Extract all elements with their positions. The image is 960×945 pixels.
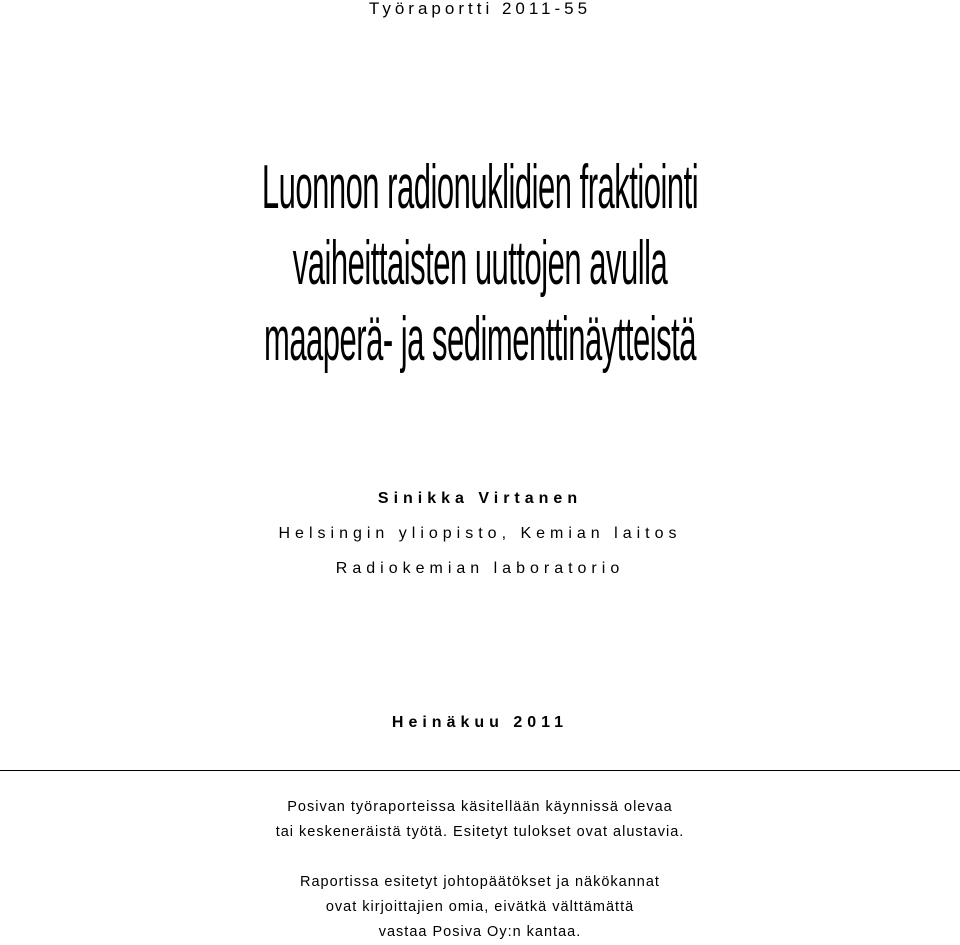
disclaimer-line: Raportissa esitetyt johtopäätökset ja näkökannat: [300, 874, 660, 890]
author-name: Sinikka Virtanen: [377, 490, 583, 507]
disclaimer-line: ovat kirjoittajien omia, eivätkä välttämättä: [325, 899, 635, 915]
author-block: [0, 482, 960, 586]
disclaimer-line: vastaa Posiva Oy:n kantaa.: [378, 924, 582, 940]
document-title: [0, 150, 960, 378]
report-number: Työraportti 2011-55: [368, 0, 592, 18]
divider: [0, 770, 960, 771]
title-line-3: maaperä- ja sedimenttinäytteistä: [263, 305, 696, 374]
disclaimer-line: Posivan työraporteissa käsitellään käynnissä olevaa: [287, 799, 673, 815]
affiliation-laboratory: Radiokemian laboratorio: [335, 560, 625, 577]
title-line-2: vaiheittaisten uuttojen avulla: [292, 229, 668, 298]
publication-date: Heinäkuu 2011: [391, 714, 569, 731]
disclaimer: [0, 795, 960, 945]
title-line-1: Luonnon radionuklidien fraktiointi: [261, 153, 699, 222]
affiliation-university: Helsingin yliopisto, Kemian laitos: [278, 525, 682, 542]
disclaimer-line: tai keskeneräistä työtä. Esitetyt tulokset ovat alustavia.: [275, 824, 685, 840]
